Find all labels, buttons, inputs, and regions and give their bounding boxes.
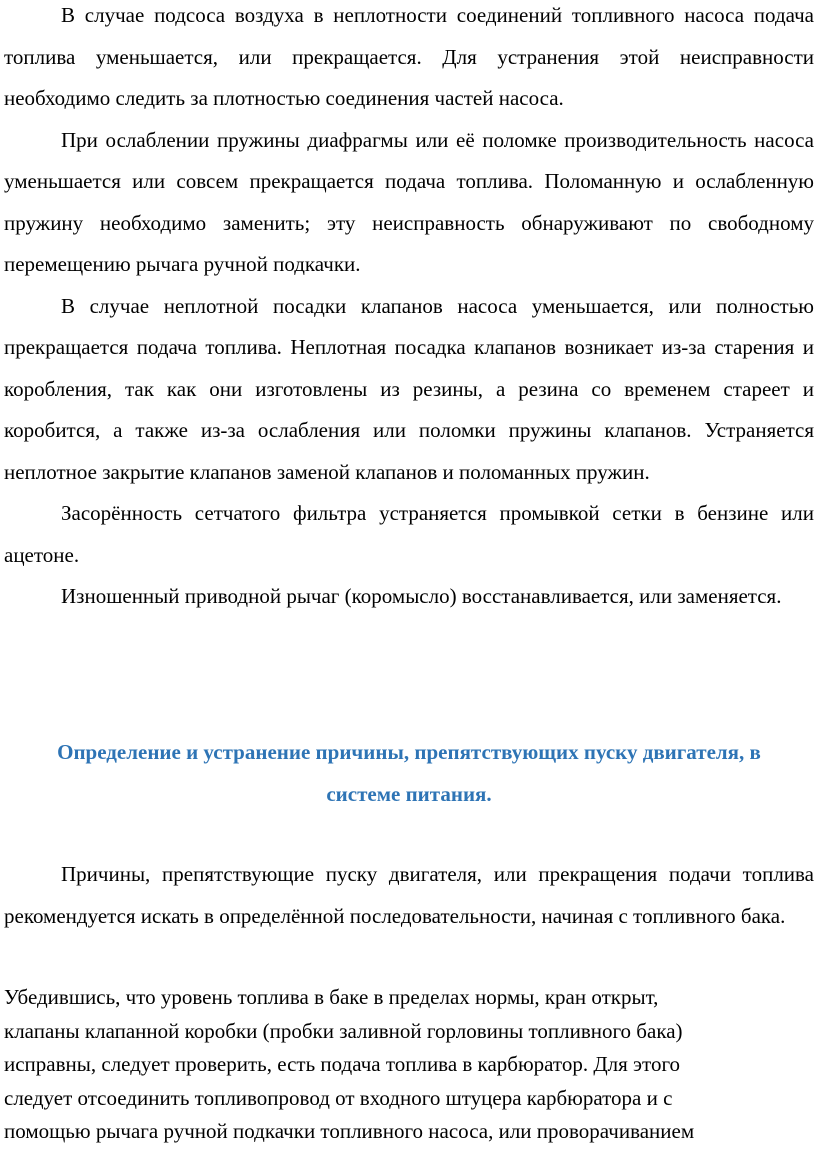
plain-text-block [4, 981, 814, 1149]
plain-line: помощью рычага ручной подкачки топливного насоса, или проворачиванием [4, 1119, 695, 1144]
paragraph-drive-lever: Изношенный приводной рычаг (коромысло) восстанавливается, или заменяется. [61, 584, 782, 608]
plain-line: Убедившись, что уровень топлива в баке в пределах нормы, кран открыт, [4, 985, 659, 1009]
paragraph-diaphragm-spring: При ослаблении пружины диафрагмы или её поломке производительность насоса уменьшается или совсем прекращается подача топлива. Поломанную и ослабленную пружину необходимо заменить; эту неисправность обнаруживают по свободному перемещению рычага ручной подкачки. [4, 127, 814, 276]
section-heading [4, 731, 814, 815]
section-heading-line-1: Определение и устранение причины, препятствующих пуску двигателя, в [57, 740, 761, 764]
paragraph-mesh-filter: Засорённость сетчатого фильтра устраняется промывкой сетки в бензине или ацетоне. [4, 501, 814, 567]
plain-line: следует отсоединить топливопровод от входного штуцера карбюратора и с [4, 1085, 673, 1110]
section-heading-line-2: системе питания. [326, 782, 492, 806]
paragraph-valve-seating: В случае неплотной посадки клапанов насоса уменьшается, или полностью прекращается подача топлива. Неплотная посадка клапанов возникает из-за старения и коробления, так как они изготовлены из резины, а резина со временем стареет и коробится, а также из-за ослабления или поломки пружины клапанов. Устраняется неплотное закрытие клапанов заменой клапанов и поломанных пружин. [4, 293, 814, 484]
after-heading-block [4, 854, 814, 937]
plain-line: клапаны клапанной коробки (пробки заливной горловины топливного бака) [4, 1018, 683, 1043]
plain-line: исправны, следует проверить, есть подача топлива в карбюратор. Для этого [4, 1052, 681, 1077]
body-text-block [4, 0, 814, 618]
paragraph-fuel-pump-air-leak: В случае подсоса воздуха в неплотности соединений топливного насоса подача топлива уменьшается, или прекращается. Для устранения этой неисправности необходимо следить за плотностью соединения частей насоса. [4, 3, 814, 110]
paragraph-engine-start-causes: Причины, препятствующие пуску двигателя, или прекращения подачи топлива рекомендуется искать в определённой последовательности, начиная с топливного бака. [4, 862, 814, 928]
